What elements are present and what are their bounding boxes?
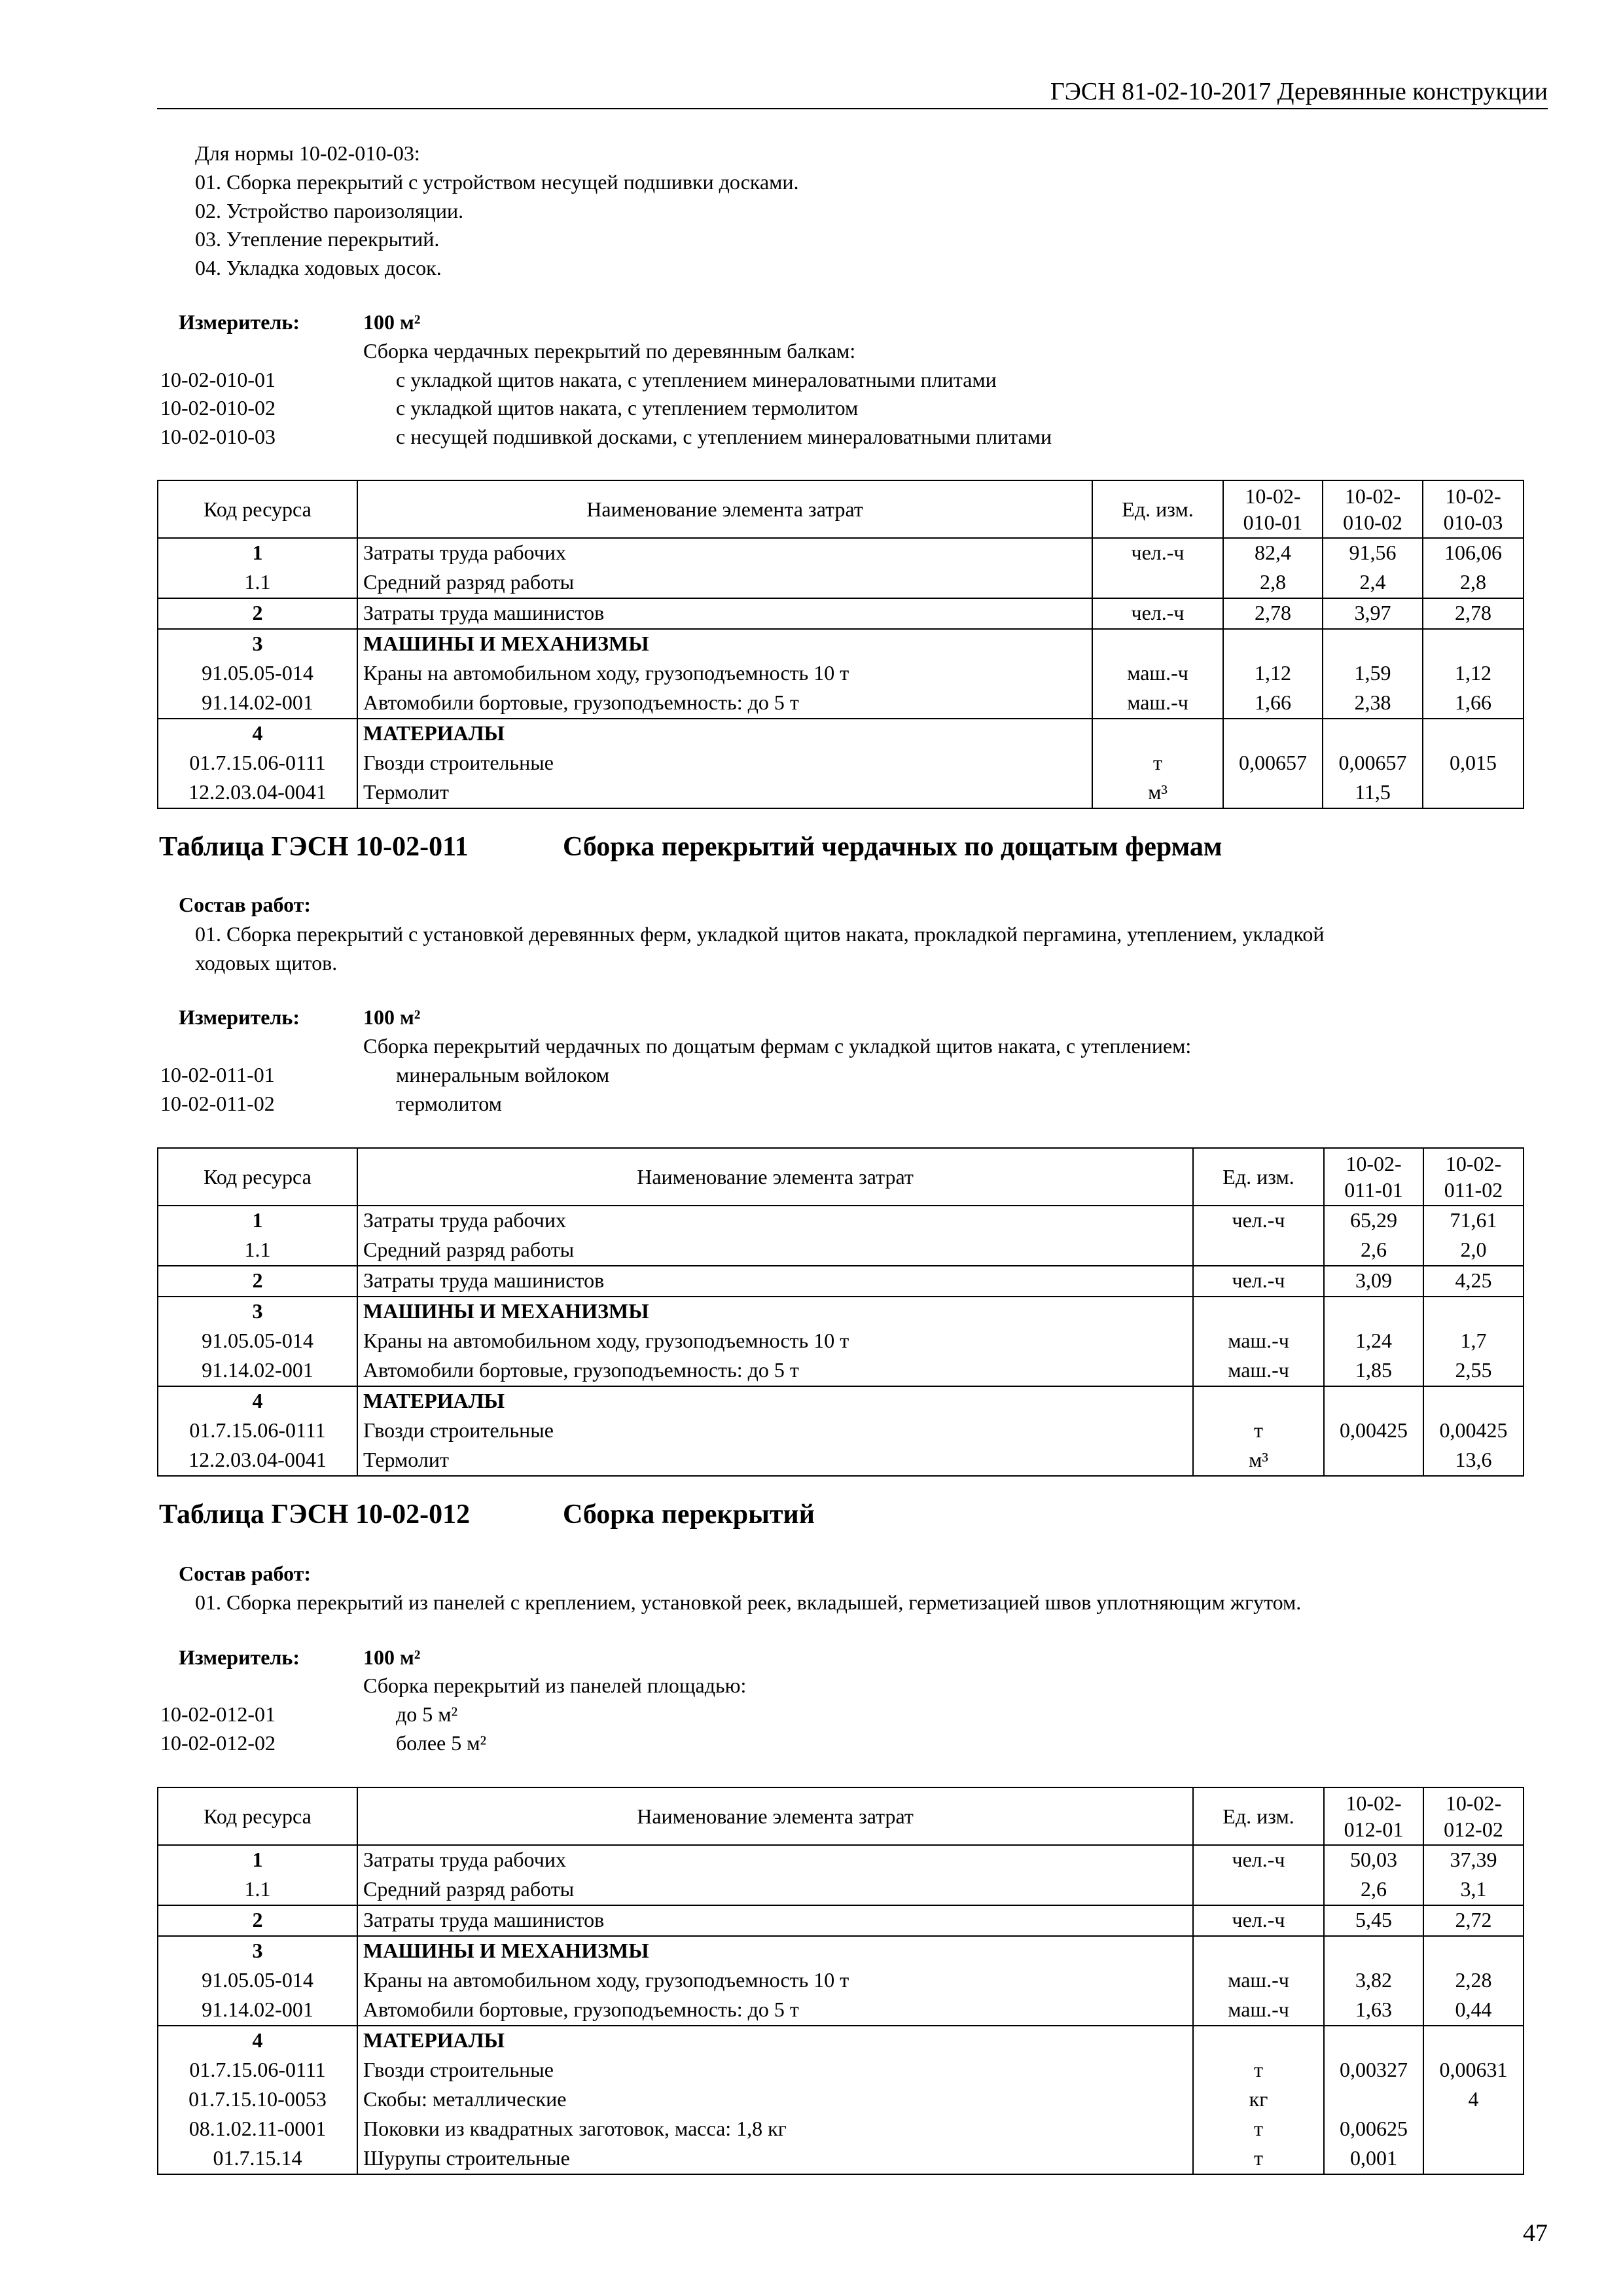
meter-label: Измеритель: [179,1645,300,1669]
table-cell: т [1193,2115,1324,2144]
norm-desc: минеральным войлоком [396,1063,610,1086]
norm-code: 10-02-012-02 [160,1731,276,1755]
table-row [158,1386,1524,1416]
table-cell: чел.-ч [1193,1266,1324,1297]
table-row [158,1236,1524,1266]
table-cell: 2,55 [1423,1356,1524,1386]
table-cell: Средний разряд работы [357,1236,1193,1266]
table-cell [1423,1297,1524,1327]
table-cell [1423,2115,1524,2144]
norm-code: 10-02-011-01 [160,1063,275,1086]
table-row [158,538,1524,568]
table-row [158,2085,1524,2115]
norm-desc: более 5 м² [396,1731,487,1755]
table-row [158,1996,1524,2026]
norm-group-title: Сборка чердачных перекрытий по деревянным балкам: [363,339,856,363]
table-cell: Краны на автомобильном ходу, грузоподъемность 10 т [357,1327,1193,1356]
table-cell: 2,4 [1323,568,1423,598]
table-cell: 4 [158,2026,357,2056]
table-cell: 106,06 [1423,538,1524,568]
table-cell: 1 [158,1845,357,1875]
norm-code: 10-02-010-01 [160,368,276,391]
table-cell [1223,719,1323,749]
col-header-norm: 10-02- 010-03 [1423,480,1524,538]
table-cell: Краны на автомобильном ходу, грузоподъемность 10 т [357,1966,1193,1996]
table-cell: Автомобили бортовые, грузоподъемность: до 5 т [357,689,1092,719]
table-cell: 91.14.02-001 [158,1996,357,2026]
table-cell [1193,1386,1324,1416]
table-cell: 1.1 [158,1236,357,1266]
table-cell: Краны на автомобильном ходу, грузоподъемность 10 т [357,659,1092,689]
col-header-norm: 10-02- 010-02 [1323,480,1423,538]
running-header: ГЭСН 81-02-10-2017 Деревянные конструкции [1050,78,1548,105]
table-cell: 4 [158,719,357,749]
table-cell: 2,78 [1223,598,1323,629]
work-text: 01. Сборка перекрытий с установкой деревянных ферм, укладкой щитов наката, прокладкой пергамина, утеплением, укладкой [195,922,1325,946]
table-cell [1092,629,1223,659]
table-cell: 0,00631 [1423,2056,1524,2085]
meter-label: Измеритель: [179,310,300,334]
table-cell: м³ [1092,778,1223,808]
table-cell: МАТЕРИАЛЫ [357,2026,1193,2056]
table-row [158,1936,1524,1966]
table-row [158,568,1524,598]
table-cell: 65,29 [1324,1206,1423,1236]
section-title: Сборка перекрытий [563,1499,815,1530]
table-cell: Затраты труда машинистов [357,1905,1193,1936]
col-header-unit: Ед. изм. [1092,480,1223,538]
table-cell: Затраты труда машинистов [357,1266,1193,1297]
norm-group-title: Сборка перекрытий чердачных по дощатым фермам с укладкой щитов наката, с утеплением: [363,1034,1192,1058]
meter-value: 100 м² [363,1005,421,1029]
table-cell: 1,63 [1324,1996,1423,2026]
col-header-norm: 10-02- 012-02 [1423,1787,1524,1845]
table-cell [1193,1236,1324,1266]
table-cell: Гвозди строительные [357,2056,1193,2085]
table-cell [1324,1446,1423,1476]
work-text: ходовых щитов. [195,951,338,975]
table-cell: 4 [1423,2085,1524,2115]
table-row [158,1356,1524,1386]
table-cell: 4 [158,1386,357,1416]
table-cell: 11,5 [1323,778,1423,808]
col-header-name: Наименование элемента затрат [357,1148,1193,1206]
table-cell: 1,66 [1223,689,1323,719]
intro-step: 02. Устройство пароизоляции. [195,199,464,223]
table-cell: МАШИНЫ И МЕХАНИЗМЫ [357,1936,1193,1966]
table-cell: 1,59 [1323,659,1423,689]
table-cell [1324,1386,1423,1416]
table-label: Таблица ГЭСН 10-02-012 [159,1499,471,1530]
table-cell: маш.-ч [1193,1966,1324,1996]
norm-code: 10-02-012-01 [160,1702,276,1726]
table-cell: 91.05.05-014 [158,1327,357,1356]
table-cell: маш.-ч [1193,1996,1324,2026]
table-cell: 2,28 [1423,1966,1524,1996]
table-cell: Поковки из квадратных заготовок, масса: 1,8 кг [357,2115,1193,2144]
table-cell: 0,00425 [1324,1416,1423,1446]
table-cell: Термолит [357,778,1092,808]
table-cell: 3,09 [1324,1266,1423,1297]
table-cell: 50,03 [1324,1845,1423,1875]
table-cell [1324,2026,1423,2056]
table-cell: 3 [158,1297,357,1327]
work-label: Состав работ: [179,1562,312,1585]
table-cell: Гвозди строительные [357,1416,1193,1446]
meter-label: Измеритель: [179,1005,300,1029]
page-number: 47 [1523,2219,1548,2247]
table-cell: маш.-ч [1193,1327,1324,1356]
table-cell: 91.05.05-014 [158,1966,357,1996]
table-row [158,1206,1524,1236]
table-row [158,778,1524,808]
table-cell: 1,85 [1324,1356,1423,1386]
col-header-unit: Ед. изм. [1193,1787,1324,1845]
table-cell: 01.7.15.06-0111 [158,2056,357,2085]
col-header-norm: 10-02- 010-01 [1223,480,1323,538]
table-cell: 2,8 [1423,568,1524,598]
table-cell: 3 [158,1936,357,1966]
table-cell: 1 [158,538,357,568]
table-row [158,1297,1524,1327]
table-cell: Термолит [357,1446,1193,1476]
table-cell: 3 [158,629,357,659]
norm-desc: с укладкой щитов наката, с утеплением минераловатными плитами [396,368,997,391]
table-cell: 0,001 [1324,2144,1423,2174]
table-cell [1223,629,1323,659]
intro-lead: Для нормы 10-02-010-03: [195,141,420,165]
table-row [158,1966,1524,1996]
table-cell: 2,38 [1323,689,1423,719]
table-cell [1423,2144,1524,2174]
table-cell: 3,1 [1423,1875,1524,1905]
col-header-code: Код ресурса [158,1148,357,1206]
header-rule [157,108,1548,109]
col-header-name: Наименование элемента затрат [357,1787,1193,1845]
table-cell [1193,1936,1324,1966]
table-cell: т [1092,749,1223,778]
table-cell: 91.05.05-014 [158,659,357,689]
work-label: Состав работ: [179,893,312,916]
norm-desc: с несущей подшивкой досками, с утеплением минераловатными плитами [396,425,1052,448]
table-row [158,2115,1524,2144]
table-cell [1423,2026,1524,2056]
table-cell: Средний разряд работы [357,568,1092,598]
table-cell: 0,00327 [1324,2056,1423,2085]
table-cell: 3,97 [1323,598,1423,629]
table-row [158,1905,1524,1936]
table-cell [1223,778,1323,808]
intro-step: 03. Утепление перекрытий. [195,227,440,251]
table-row [158,719,1524,749]
table-cell: т [1193,2056,1324,2085]
norm-code: 10-02-010-02 [160,396,276,420]
work-text: 01. Сборка перекрытий из панелей с креплением, установкой реек, вкладышей, герметизацией швов уплотняющим жгутом. [195,1590,1302,1614]
table-cell: Автомобили бортовые, грузоподъемность: до 5 т [357,1996,1193,2026]
table-cell: 2 [158,598,357,629]
norm-group-title: Сборка перекрытий из панелей площадью: [363,1674,747,1697]
table-label: Таблица ГЭСН 10-02-011 [159,832,469,862]
table-cell: 2 [158,1266,357,1297]
table-cell: 0,00657 [1223,749,1323,778]
table-cell [1193,2026,1324,2056]
col-header-name: Наименование элемента затрат [357,480,1092,538]
table-cell: Затраты труда рабочих [357,538,1092,568]
table-cell: 1 [158,1206,357,1236]
col-header-norm: 10-02- 012-01 [1324,1787,1423,1845]
table-cell: 2 [158,1905,357,1936]
resource-table-10-02-010 [157,480,1524,809]
table-cell [1423,778,1524,808]
table-cell [1193,1875,1324,1905]
table-row [158,749,1524,778]
table-cell: 5,45 [1324,1905,1423,1936]
table-cell: м³ [1193,1446,1324,1476]
meter-value: 100 м² [363,310,421,334]
section-title: Сборка перекрытий чердачных по дощатым фермам [563,832,1222,862]
norm-desc: термолитом [396,1092,502,1115]
col-header-unit: Ед. изм. [1193,1148,1324,1206]
table-cell: 2,72 [1423,1905,1524,1936]
table-row [158,1266,1524,1297]
table-cell: кг [1193,2085,1324,2115]
table-cell: 1,12 [1423,659,1524,689]
table-cell: 0,00425 [1423,1416,1524,1446]
table-cell [1092,568,1223,598]
table-cell: 91.14.02-001 [158,689,357,719]
table-cell: Гвозди строительные [357,749,1092,778]
table-row [158,1845,1524,1875]
table-cell [1324,1297,1423,1327]
table-cell: 13,6 [1423,1446,1524,1476]
table-cell [1423,629,1524,659]
table-cell: 12.2.03.04-0041 [158,778,357,808]
table-row [158,1416,1524,1446]
norm-desc: с укладкой щитов наката, с утеплением термолитом [396,396,859,420]
table-cell: чел.-ч [1193,1845,1324,1875]
table-cell: 0,00625 [1324,2115,1423,2144]
table-cell: 2,6 [1324,1875,1423,1905]
table-cell: 1,12 [1223,659,1323,689]
table-cell: 12.2.03.04-0041 [158,1446,357,1476]
resource-table-10-02-011 [157,1147,1524,1477]
resource-table-10-02-012 [157,1787,1524,2175]
table-cell: МАТЕРИАЛЫ [357,1386,1193,1416]
table-cell: 0,44 [1423,1996,1524,2026]
table-cell: т [1193,1416,1324,1446]
table-cell [1092,719,1223,749]
table-cell: 4,25 [1423,1266,1524,1297]
table-cell: Средний разряд работы [357,1875,1193,1905]
table-cell: 82,4 [1223,538,1323,568]
table-row [158,2056,1524,2085]
table-cell: Шурупы строительные [357,2144,1193,2174]
table-cell: 2,78 [1423,598,1524,629]
table-cell: 0,015 [1423,749,1524,778]
table-cell [1324,1936,1423,1966]
intro-step: 01. Сборка перекрытий с устройством несущей подшивки досками. [195,170,799,194]
table-cell: 1,66 [1423,689,1524,719]
table-row [158,659,1524,689]
table-cell [1323,629,1423,659]
table-cell: чел.-ч [1092,598,1223,629]
table-cell [1193,1297,1324,1327]
table-cell [1323,719,1423,749]
table-row [158,2144,1524,2174]
table-row [158,629,1524,659]
table-cell: 37,39 [1423,1845,1524,1875]
table-cell [1423,719,1524,749]
table-cell: чел.-ч [1193,1905,1324,1936]
table-cell: Затраты труда машинистов [357,598,1092,629]
table-row [158,1446,1524,1476]
col-header-norm: 10-02- 011-01 [1324,1148,1423,1206]
intro-step: 04. Укладка ходовых досок. [195,256,442,279]
table-row [158,1875,1524,1905]
table-cell [1324,2085,1423,2115]
norm-code: 10-02-010-03 [160,425,276,448]
col-header-code: Код ресурса [158,1787,357,1845]
meter-value: 100 м² [363,1645,421,1669]
table-cell: 1.1 [158,1875,357,1905]
table-cell: т [1193,2144,1324,2174]
table-cell: МАШИНЫ И МЕХАНИЗМЫ [357,629,1092,659]
table-cell: 01.7.15.06-0111 [158,749,357,778]
col-header-norm: 10-02- 011-02 [1423,1148,1524,1206]
table-cell: 91.14.02-001 [158,1356,357,1386]
table-cell: 2,8 [1223,568,1323,598]
table-cell: чел.-ч [1193,1206,1324,1236]
norm-code: 10-02-011-02 [160,1092,275,1115]
table-cell: 08.1.02.11-0001 [158,2115,357,2144]
table-cell: 01.7.15.06-0111 [158,1416,357,1446]
table-row [158,689,1524,719]
table-cell: 1,7 [1423,1327,1524,1356]
table-row [158,2026,1524,2056]
table-cell [1423,1386,1524,1416]
table-cell: 01.7.15.14 [158,2144,357,2174]
table-cell: 2,0 [1423,1236,1524,1266]
table-cell: маш.-ч [1092,689,1223,719]
table-row [158,598,1524,629]
table-row [158,1327,1524,1356]
table-cell: 0,00657 [1323,749,1423,778]
table-cell: 3,82 [1324,1966,1423,1996]
table-cell: 71,61 [1423,1206,1524,1236]
table-cell: 2,6 [1324,1236,1423,1266]
table-cell: Затраты труда рабочих [357,1206,1193,1236]
col-header-code: Код ресурса [158,480,357,538]
table-cell: 91,56 [1323,538,1423,568]
table-cell: 01.7.15.10-0053 [158,2085,357,2115]
table-cell: МАШИНЫ И МЕХАНИЗМЫ [357,1297,1193,1327]
table-cell: МАТЕРИАЛЫ [357,719,1092,749]
table-cell: маш.-ч [1092,659,1223,689]
table-cell: маш.-ч [1193,1356,1324,1386]
table-cell: Автомобили бортовые, грузоподъемность: до 5 т [357,1356,1193,1386]
table-cell: чел.-ч [1092,538,1223,568]
table-cell: Затраты труда рабочих [357,1845,1193,1875]
table-cell: 1,24 [1324,1327,1423,1356]
table-cell [1423,1936,1524,1966]
norm-desc: до 5 м² [396,1702,458,1726]
table-cell: 1.1 [158,568,357,598]
table-cell: Скобы: металлические [357,2085,1193,2115]
